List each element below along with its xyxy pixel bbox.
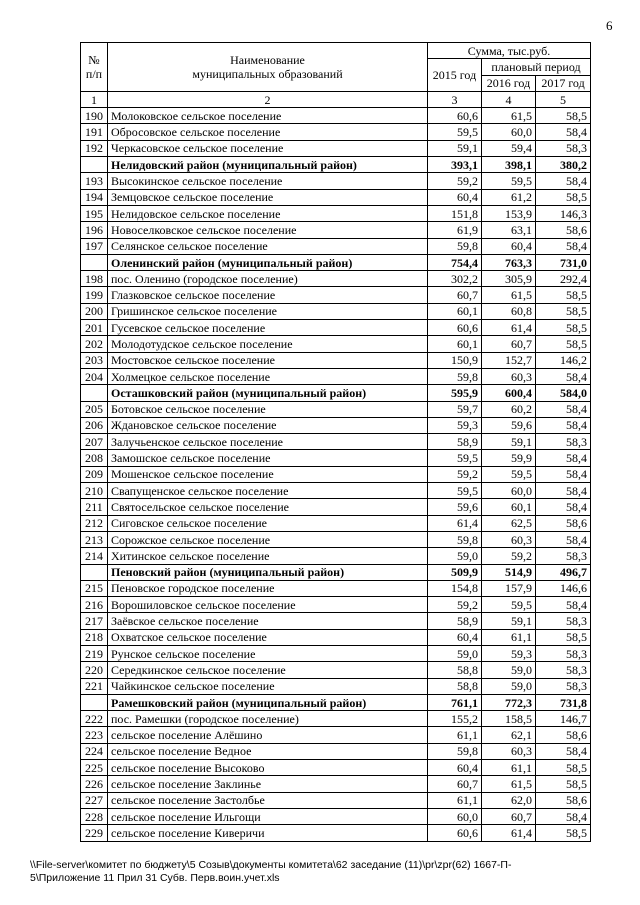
value-2016: 60,7 <box>482 336 536 352</box>
value-2017: 58,3 <box>536 662 591 678</box>
row-number <box>81 157 108 173</box>
settlement-name: Мошенское сельское поселение <box>108 466 428 482</box>
value-2016: 60,0 <box>482 124 536 140</box>
row-number: 191 <box>81 124 108 140</box>
row-number: 211 <box>81 499 108 515</box>
value-2015: 60,0 <box>428 808 482 824</box>
row-number: 226 <box>81 776 108 792</box>
header-2015: 2015 год <box>428 59 482 92</box>
value-2016: 60,8 <box>482 303 536 319</box>
col-number: 2 <box>108 91 428 107</box>
header-2016: 2016 год <box>482 75 536 91</box>
file-path-line: \\File-server\комитет по бюджету\5 Созыв\документы комитета\62 заседание (11)\pr\zpr(62) 1667-П- <box>30 859 512 871</box>
table-row <box>81 678 591 694</box>
district-row <box>81 385 591 401</box>
value-2017: 58,4 <box>536 743 591 759</box>
row-number <box>81 385 108 401</box>
settlement-name: Оленинский район (муниципальный район) <box>108 254 428 270</box>
value-2017: 58,5 <box>536 108 591 124</box>
value-2016: 61,1 <box>482 629 536 645</box>
row-number: 222 <box>81 711 108 727</box>
value-2017: 58,5 <box>536 336 591 352</box>
settlement-name: Селянское сельское поселение <box>108 238 428 254</box>
value-2015: 60,6 <box>428 320 482 336</box>
value-2015: 754,4 <box>428 254 482 270</box>
table-row <box>81 222 591 238</box>
table-row <box>81 205 591 221</box>
value-2017: 58,5 <box>536 189 591 205</box>
table-row <box>81 662 591 678</box>
row-number: 208 <box>81 450 108 466</box>
value-2016: 61,4 <box>482 825 536 841</box>
value-2015: 150,9 <box>428 352 482 368</box>
value-2017: 58,5 <box>536 776 591 792</box>
table-row <box>81 483 591 499</box>
value-2015: 59,8 <box>428 743 482 759</box>
value-2015: 60,1 <box>428 303 482 319</box>
value-2015: 155,2 <box>428 711 482 727</box>
value-2015: 59,2 <box>428 173 482 189</box>
header-planned-period: плановый период <box>482 59 591 75</box>
row-number: 225 <box>81 760 108 776</box>
row-number: 221 <box>81 678 108 694</box>
row-number: 212 <box>81 515 108 531</box>
value-2015: 59,2 <box>428 597 482 613</box>
value-2015: 509,9 <box>428 564 482 580</box>
value-2017: 58,3 <box>536 613 591 629</box>
table-row <box>81 629 591 645</box>
value-2017: 58,4 <box>536 238 591 254</box>
settlement-name: Рунское сельское поселение <box>108 645 428 661</box>
settlement-name: Нелидовское сельское поселение <box>108 205 428 221</box>
value-2016: 59,9 <box>482 450 536 466</box>
settlement-name: Высокинское сельское поселение <box>108 173 428 189</box>
row-number: 218 <box>81 629 108 645</box>
settlement-name: Молодотудское сельское поселение <box>108 336 428 352</box>
row-number: 224 <box>81 743 108 759</box>
settlement-name: Пеновское городское поселение <box>108 580 428 596</box>
settlement-name: Глазковское сельское поселение <box>108 287 428 303</box>
value-2017: 58,4 <box>536 173 591 189</box>
row-number: 229 <box>81 825 108 841</box>
value-2016: 158,5 <box>482 711 536 727</box>
settlement-name: Сиговское сельское поселение <box>108 515 428 531</box>
value-2016: 61,5 <box>482 776 536 792</box>
row-number: 197 <box>81 238 108 254</box>
value-2015: 58,8 <box>428 662 482 678</box>
value-2017: 58,4 <box>536 483 591 499</box>
value-2016: 305,9 <box>482 271 536 287</box>
value-2016: 514,9 <box>482 564 536 580</box>
row-number <box>81 254 108 270</box>
value-2015: 58,8 <box>428 678 482 694</box>
value-2015: 59,5 <box>428 124 482 140</box>
settlement-name: Середкинское сельское поселение <box>108 662 428 678</box>
value-2017: 58,4 <box>536 499 591 515</box>
table-row <box>81 645 591 661</box>
value-2016: 152,7 <box>482 352 536 368</box>
settlement-name: Рамешковский район (муниципальный район) <box>108 694 428 710</box>
header-2017: 2017 год <box>536 75 591 91</box>
table-row <box>81 108 591 124</box>
value-2016: 60,0 <box>482 483 536 499</box>
value-2017: 58,4 <box>536 401 591 417</box>
value-2016: 59,3 <box>482 645 536 661</box>
value-2015: 60,1 <box>428 336 482 352</box>
value-2017: 58,4 <box>536 124 591 140</box>
settlement-name: Осташковский район (муниципальный район) <box>108 385 428 401</box>
settlement-name: Нелидовский район (муниципальный район) <box>108 157 428 173</box>
settlement-name: Залучьенское сельское поселение <box>108 434 428 450</box>
value-2016: 59,5 <box>482 466 536 482</box>
district-row <box>81 254 591 270</box>
value-2015: 60,4 <box>428 189 482 205</box>
settlement-name: Ждановское сельское поселение <box>108 417 428 433</box>
value-2016: 59,5 <box>482 597 536 613</box>
page-number: 6 <box>606 18 613 33</box>
settlement-name: сельское поселение Киверичи <box>108 825 428 841</box>
table-row <box>81 303 591 319</box>
table-row <box>81 711 591 727</box>
settlement-name: Охватское сельское поселение <box>108 629 428 645</box>
value-2017: 58,5 <box>536 760 591 776</box>
table-row <box>81 531 591 547</box>
row-number: 190 <box>81 108 108 124</box>
settlement-name: пос. Оленино (городское поселение) <box>108 271 428 287</box>
row-number: 199 <box>81 287 108 303</box>
value-2016: 59,0 <box>482 678 536 694</box>
settlement-name: сельское поселение Застолбье <box>108 792 428 808</box>
value-2015: 60,7 <box>428 287 482 303</box>
row-number: 207 <box>81 434 108 450</box>
settlement-name: Черкасовское сельское поселение <box>108 140 428 156</box>
value-2016: 60,2 <box>482 401 536 417</box>
value-2015: 59,6 <box>428 499 482 515</box>
row-number: 198 <box>81 271 108 287</box>
value-2017: 58,5 <box>536 629 591 645</box>
table-row <box>81 743 591 759</box>
value-2016: 157,9 <box>482 580 536 596</box>
value-2016: 62,5 <box>482 515 536 531</box>
value-2015: 58,9 <box>428 613 482 629</box>
row-number: 217 <box>81 613 108 629</box>
value-2017: 292,4 <box>536 271 591 287</box>
value-2016: 763,3 <box>482 254 536 270</box>
value-2016: 62,0 <box>482 792 536 808</box>
table-row <box>81 140 591 156</box>
table-row <box>81 825 591 841</box>
table-row <box>81 727 591 743</box>
row-number: 196 <box>81 222 108 238</box>
table-row <box>81 580 591 596</box>
value-2015: 154,8 <box>428 580 482 596</box>
value-2017: 380,2 <box>536 157 591 173</box>
table-row <box>81 271 591 287</box>
settlement-name: сельское поселение Высоково <box>108 760 428 776</box>
value-2016: 60,1 <box>482 499 536 515</box>
value-2015: 151,8 <box>428 205 482 221</box>
row-number: 223 <box>81 727 108 743</box>
row-number: 193 <box>81 173 108 189</box>
value-2017: 58,4 <box>536 417 591 433</box>
value-2017: 58,5 <box>536 825 591 841</box>
value-2016: 61,5 <box>482 287 536 303</box>
settlement-name: Пеновский район (муниципальный район) <box>108 564 428 580</box>
table-row <box>81 499 591 515</box>
header-name: Наименование муниципальных образований <box>108 43 428 92</box>
row-number: 220 <box>81 662 108 678</box>
table-row <box>81 189 591 205</box>
col-number: 3 <box>428 91 482 107</box>
table-row <box>81 808 591 824</box>
value-2015: 59,5 <box>428 483 482 499</box>
district-row <box>81 564 591 580</box>
value-2016: 600,4 <box>482 385 536 401</box>
row-number <box>81 564 108 580</box>
value-2015: 59,5 <box>428 450 482 466</box>
row-number <box>81 694 108 710</box>
row-number: 213 <box>81 531 108 547</box>
settlement-name: Гусевское сельское поселение <box>108 320 428 336</box>
settlement-name: Молоковское сельское поселение <box>108 108 428 124</box>
row-number: 205 <box>81 401 108 417</box>
settlement-name: Гришинское сельское поселение <box>108 303 428 319</box>
value-2016: 60,3 <box>482 743 536 759</box>
row-number: 219 <box>81 645 108 661</box>
value-2016: 59,2 <box>482 548 536 564</box>
header-row <box>81 43 591 59</box>
value-2017: 58,3 <box>536 140 591 156</box>
value-2015: 60,4 <box>428 760 482 776</box>
settlement-name: пос. Рамешки (городское поселение) <box>108 711 428 727</box>
settlement-name: Заёвское сельское поселение <box>108 613 428 629</box>
value-2017: 146,3 <box>536 205 591 221</box>
row-number: 195 <box>81 205 108 221</box>
table-row <box>81 287 591 303</box>
header-num: № п/п <box>81 43 108 92</box>
settlement-name: Свапущенское сельское поселение <box>108 483 428 499</box>
row-number: 215 <box>81 580 108 596</box>
value-2016: 59,0 <box>482 662 536 678</box>
table-row <box>81 515 591 531</box>
value-2015: 302,2 <box>428 271 482 287</box>
value-2016: 59,1 <box>482 434 536 450</box>
settlement-name: Обросовское сельское поселение <box>108 124 428 140</box>
value-2015: 59,8 <box>428 531 482 547</box>
row-number: 214 <box>81 548 108 564</box>
settlement-name: Новоселковское сельское поселение <box>108 222 428 238</box>
value-2016: 61,2 <box>482 189 536 205</box>
value-2017: 58,3 <box>536 678 591 694</box>
value-2015: 393,1 <box>428 157 482 173</box>
value-2015: 60,4 <box>428 629 482 645</box>
value-2017: 58,5 <box>536 287 591 303</box>
value-2017: 584,0 <box>536 385 591 401</box>
value-2016: 60,3 <box>482 368 536 384</box>
settlement-name: Сорожское сельское поселение <box>108 531 428 547</box>
value-2016: 153,9 <box>482 205 536 221</box>
settlement-name: Земцовское сельское поселение <box>108 189 428 205</box>
value-2017: 58,6 <box>536 222 591 238</box>
row-number: 209 <box>81 466 108 482</box>
district-row <box>81 694 591 710</box>
value-2015: 59,3 <box>428 417 482 433</box>
value-2015: 60,7 <box>428 776 482 792</box>
value-2017: 731,8 <box>536 694 591 710</box>
value-2015: 61,1 <box>428 727 482 743</box>
value-2017: 58,4 <box>536 368 591 384</box>
value-2015: 59,0 <box>428 548 482 564</box>
row-number: 192 <box>81 140 108 156</box>
table-row <box>81 368 591 384</box>
value-2015: 60,6 <box>428 825 482 841</box>
row-number: 210 <box>81 483 108 499</box>
value-2017: 146,2 <box>536 352 591 368</box>
settlement-name: Мостовское сельское поселение <box>108 352 428 368</box>
row-number: 202 <box>81 336 108 352</box>
table-row <box>81 548 591 564</box>
settlement-name: Холмецкое сельское поселение <box>108 368 428 384</box>
table-row <box>81 776 591 792</box>
value-2016: 61,4 <box>482 320 536 336</box>
row-number: 200 <box>81 303 108 319</box>
value-2015: 59,1 <box>428 140 482 156</box>
value-2017: 146,7 <box>536 711 591 727</box>
value-2017: 58,4 <box>536 808 591 824</box>
table-row <box>81 466 591 482</box>
value-2015: 58,9 <box>428 434 482 450</box>
col-number: 1 <box>81 91 108 107</box>
settlement-name: сельское поселение Ильгощи <box>108 808 428 824</box>
value-2015: 60,6 <box>428 108 482 124</box>
value-2016: 59,4 <box>482 140 536 156</box>
table-row <box>81 597 591 613</box>
value-2016: 398,1 <box>482 157 536 173</box>
value-2015: 59,7 <box>428 401 482 417</box>
table-row <box>81 336 591 352</box>
table-row <box>81 124 591 140</box>
column-numbers-row <box>81 91 591 107</box>
value-2017: 58,5 <box>536 320 591 336</box>
table-row <box>81 238 591 254</box>
value-2016: 59,5 <box>482 173 536 189</box>
row-number: 227 <box>81 792 108 808</box>
value-2017: 58,4 <box>536 531 591 547</box>
value-2017: 58,3 <box>536 434 591 450</box>
row-number: 204 <box>81 368 108 384</box>
value-2016: 61,1 <box>482 760 536 776</box>
table-row <box>81 792 591 808</box>
row-number: 228 <box>81 808 108 824</box>
value-2017: 496,7 <box>536 564 591 580</box>
value-2016: 60,3 <box>482 531 536 547</box>
value-2016: 60,7 <box>482 808 536 824</box>
settlement-name: сельское поселение Алёшино <box>108 727 428 743</box>
file-path-line: 5\Приложение 11 Прил 31 Субв. Перв.воин.учет.xls <box>30 872 280 884</box>
col-number: 4 <box>482 91 536 107</box>
table-row <box>81 417 591 433</box>
row-number: 201 <box>81 320 108 336</box>
value-2015: 61,4 <box>428 515 482 531</box>
value-2017: 58,3 <box>536 548 591 564</box>
value-2015: 59,8 <box>428 238 482 254</box>
row-number: 216 <box>81 597 108 613</box>
table-row <box>81 613 591 629</box>
value-2015: 61,1 <box>428 792 482 808</box>
row-number: 194 <box>81 189 108 205</box>
settlement-name: Хитинское сельское поселение <box>108 548 428 564</box>
table-row <box>81 352 591 368</box>
table-row <box>81 401 591 417</box>
settlement-name: Ворошиловское сельское поселение <box>108 597 428 613</box>
value-2015: 761,1 <box>428 694 482 710</box>
table-row <box>81 760 591 776</box>
header-sum: Сумма, тыс.руб. <box>428 43 591 59</box>
settlement-name: сельское поселение Ведное <box>108 743 428 759</box>
value-2017: 58,6 <box>536 515 591 531</box>
value-2017: 731,0 <box>536 254 591 270</box>
value-2016: 63,1 <box>482 222 536 238</box>
district-row <box>81 157 591 173</box>
value-2017: 58,4 <box>536 450 591 466</box>
table-row <box>81 320 591 336</box>
value-2015: 595,9 <box>428 385 482 401</box>
value-2016: 59,1 <box>482 613 536 629</box>
value-2017: 58,3 <box>536 645 591 661</box>
settlement-name: Ботовское сельское поселение <box>108 401 428 417</box>
value-2017: 58,4 <box>536 597 591 613</box>
value-2015: 59,0 <box>428 645 482 661</box>
settlement-name: Замошское сельское поселение <box>108 450 428 466</box>
value-2017: 58,6 <box>536 727 591 743</box>
table-row <box>81 450 591 466</box>
table-row <box>81 173 591 189</box>
row-number: 203 <box>81 352 108 368</box>
value-2017: 146,6 <box>536 580 591 596</box>
settlement-name: Святосельское сельское поселение <box>108 499 428 515</box>
value-2016: 60,4 <box>482 238 536 254</box>
settlement-name: сельское поселение Заклинье <box>108 776 428 792</box>
value-2017: 58,6 <box>536 792 591 808</box>
subsidy-table <box>80 42 591 842</box>
value-2016: 62,1 <box>482 727 536 743</box>
value-2016: 61,5 <box>482 108 536 124</box>
table-row <box>81 434 591 450</box>
row-number: 206 <box>81 417 108 433</box>
value-2015: 61,9 <box>428 222 482 238</box>
value-2017: 58,5 <box>536 303 591 319</box>
col-number: 5 <box>536 91 591 107</box>
file-path-footer <box>30 859 590 885</box>
value-2016: 772,3 <box>482 694 536 710</box>
value-2015: 59,8 <box>428 368 482 384</box>
settlement-name: Чайкинское сельское поселение <box>108 678 428 694</box>
value-2017: 58,4 <box>536 466 591 482</box>
value-2016: 59,6 <box>482 417 536 433</box>
value-2015: 59,2 <box>428 466 482 482</box>
